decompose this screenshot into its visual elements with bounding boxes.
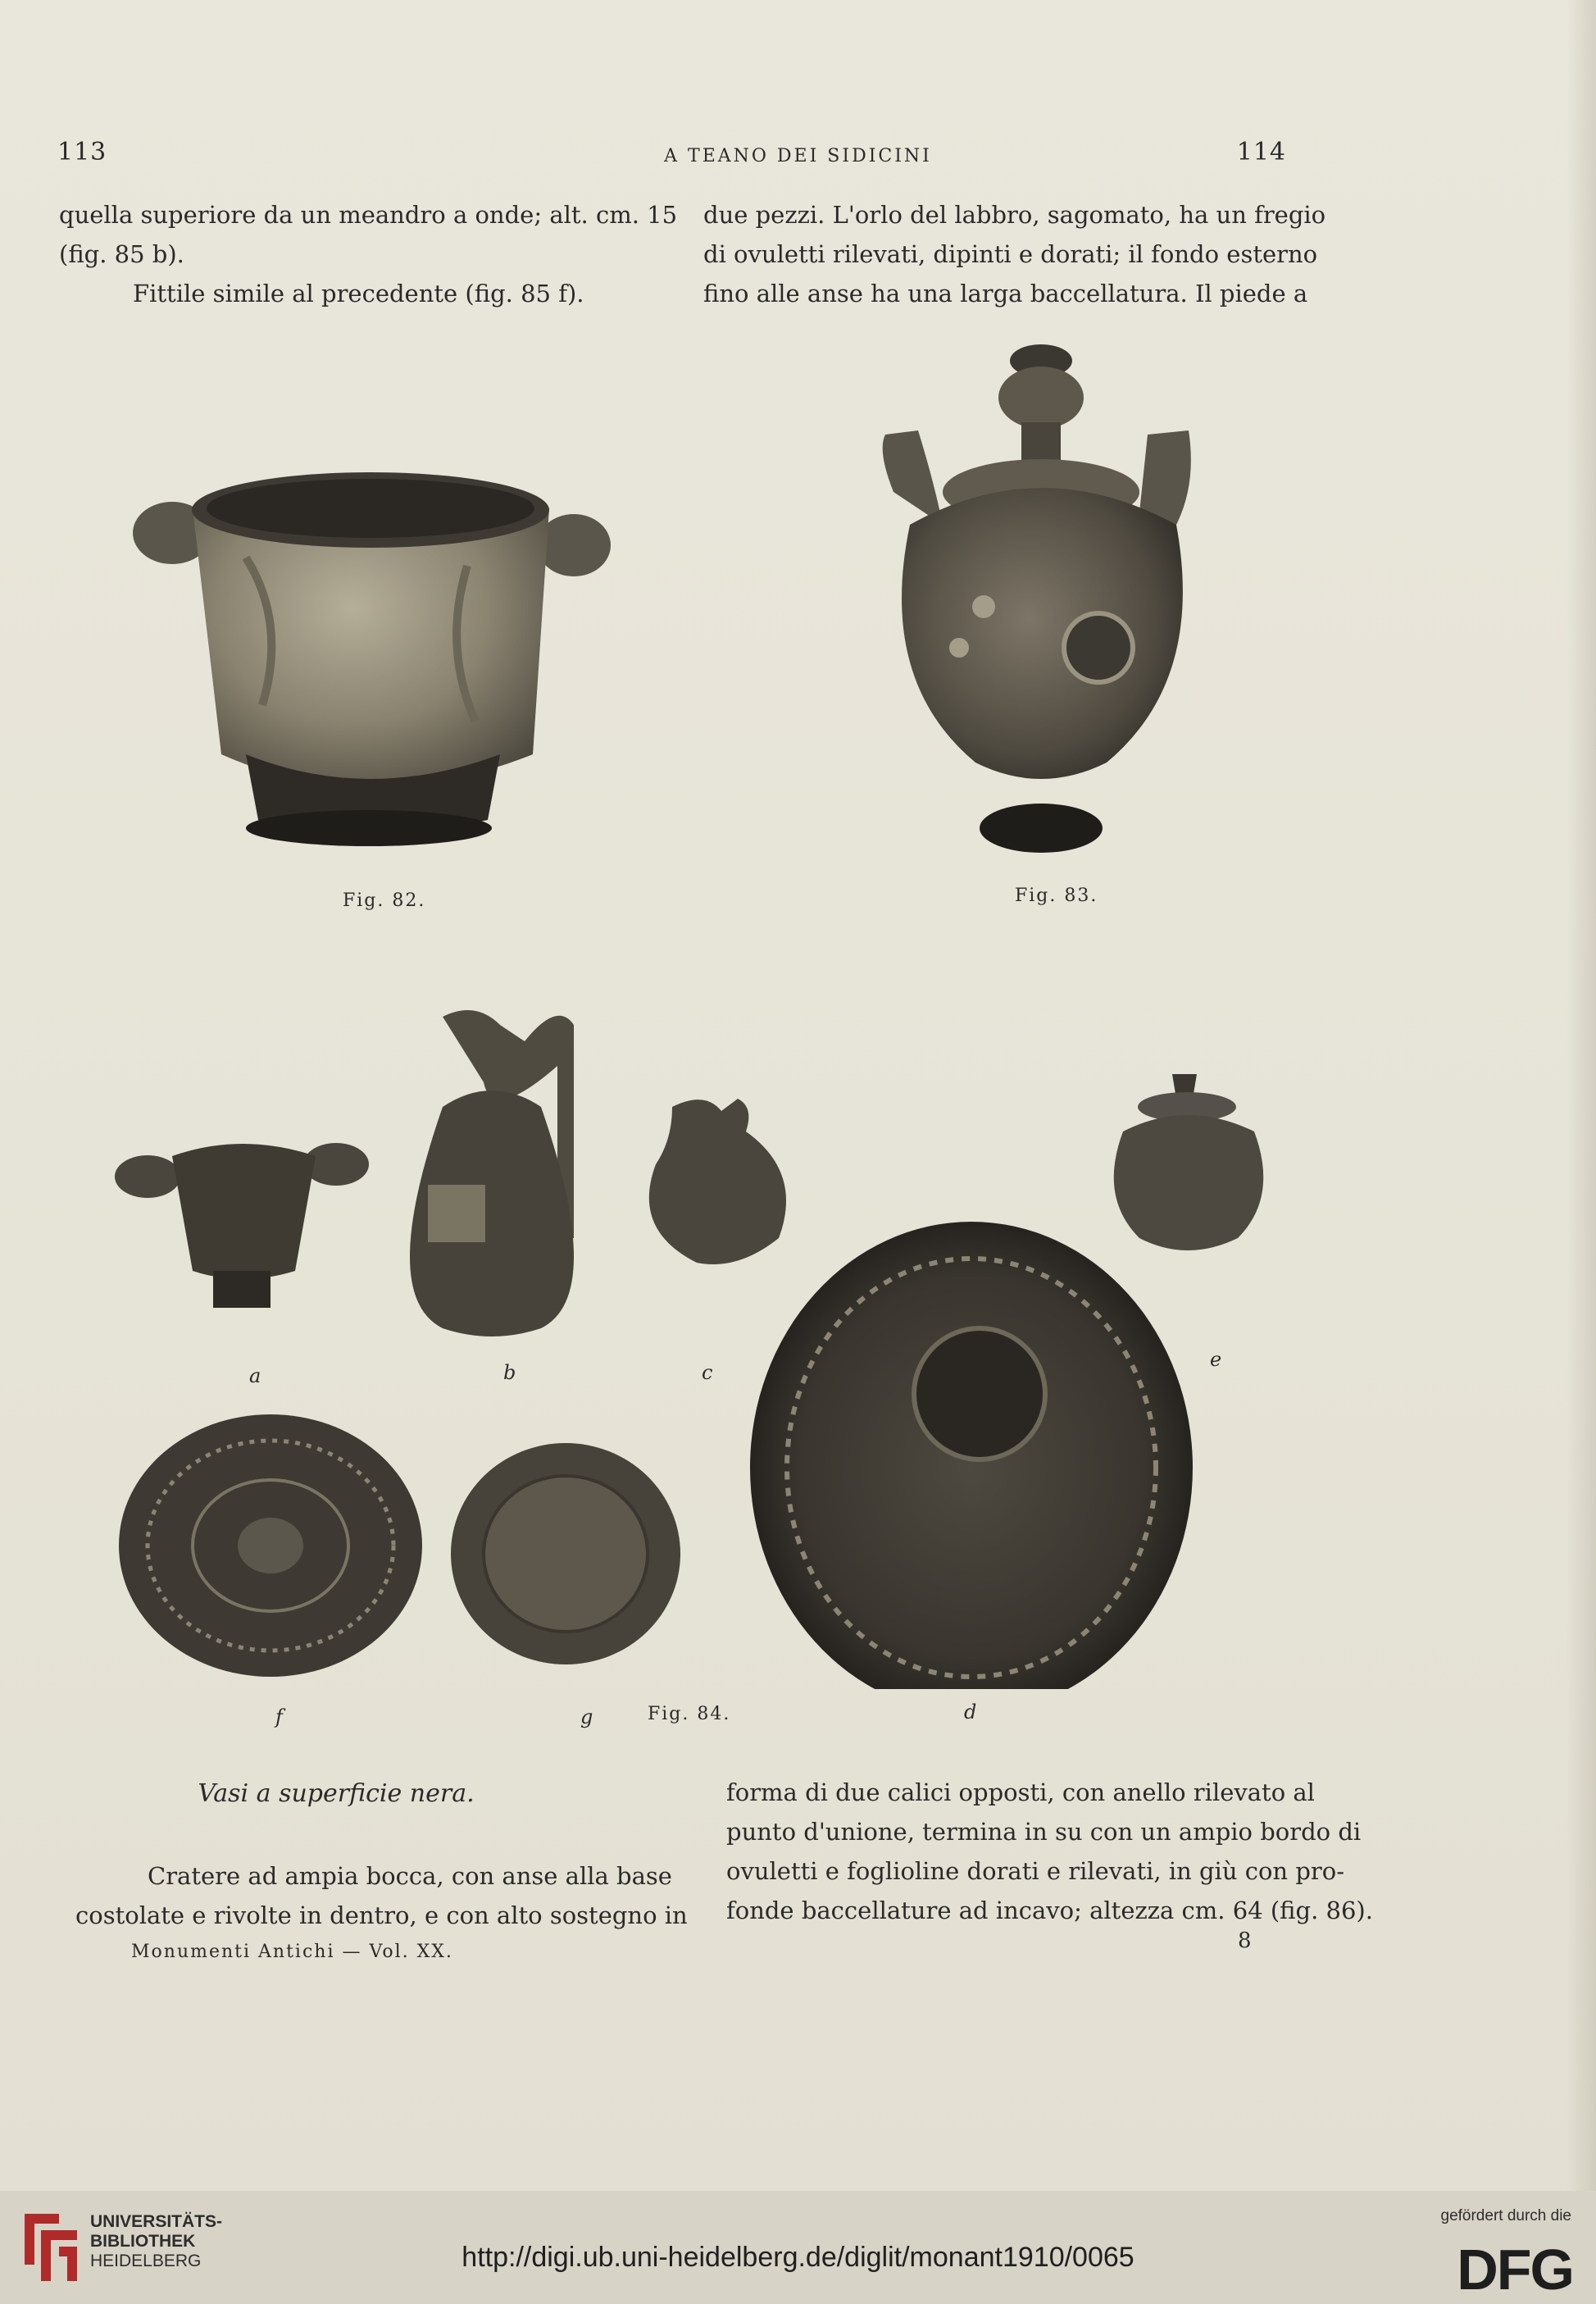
permalink-url[interactable]: http://digi.ub.uni-heidelberg.de/diglit/monant1910/0065 <box>462 2242 1134 2273</box>
fig84-label-a: a <box>249 1364 261 1387</box>
fig83-caption: Fig. 83. <box>1015 886 1098 906</box>
library-line-2: BIBLIOTHEK <box>90 2232 196 2251</box>
fig82-krater-photo <box>123 459 623 869</box>
bottom-right-paragraph <box>726 1773 1373 1930</box>
text-line: forma di due calici opposti, con anello rilevato al <box>726 1778 1315 1806</box>
text-line: ovuletti e foglioline dorati e rilevati, in giù con pro- <box>726 1857 1345 1885</box>
text-line: di ovuletti rilevati, dipinti e dorati; il fondo esterno <box>703 240 1318 268</box>
top-right-paragraph <box>703 195 1326 313</box>
funding-note: gefördert durch die <box>1440 2207 1571 2224</box>
text-line: fonde baccellature ad incavo; altezza cm. 64 (fig. 86). <box>726 1896 1373 1924</box>
running-title: A TEANO DEI SIDICINI <box>664 146 932 166</box>
fig84-label-c: c <box>702 1361 713 1384</box>
fig84-label-d: d <box>964 1701 977 1723</box>
signature-mark: 8 <box>1238 1928 1252 1953</box>
library-line-1: UNIVERSITÄTS- <box>90 2212 223 2231</box>
text-line: fino alle anse ha una larga baccellatura. Il piede a <box>703 280 1308 307</box>
fig84-caption: Fig. 84. <box>648 1704 731 1724</box>
text-line: quella superiore da un meandro a onde; alt. cm. 15 <box>59 201 678 229</box>
text-line: punto d'unione, termina in su con un ampio bordo di <box>726 1818 1362 1846</box>
fig84-label-f: f <box>275 1705 283 1728</box>
text-line: Cratere ad ampia bocca, con anse alla base <box>148 1862 672 1890</box>
library-line-3: HEIDELBERG <box>90 2252 202 2270</box>
fig84-label-g: g <box>580 1705 593 1728</box>
fig83-vase-photo <box>861 336 1221 877</box>
bottom-left-paragraph <box>75 1856 688 1935</box>
page-edge-shadow <box>1566 0 1596 2191</box>
fig84-label-b: b <box>503 1361 516 1384</box>
dfg-logo: DFG <box>1457 2238 1573 2302</box>
left-page-number: 113 <box>57 138 107 166</box>
text-line: costolate e rivolte in dentro, e con alto sostegno in <box>75 1901 688 1929</box>
fig82-caption: Fig. 82. <box>343 890 426 911</box>
top-left-paragraph <box>59 195 678 313</box>
section-title: Vasi a superficie nera. <box>198 1779 475 1808</box>
fig84-label-e: e <box>1210 1348 1222 1371</box>
text-line: due pezzi. L'orlo del labbro, sagomato, ha un fregio <box>703 201 1326 229</box>
right-page-number: 114 <box>1236 138 1286 166</box>
journal-footer: Monumenti Antichi — Vol. XX. <box>131 1942 453 1962</box>
text-line: Fittile simile al precedente (fig. 85 f). <box>133 280 584 307</box>
fig84-vessels-photo <box>98 968 1328 1689</box>
text-line: (fig. 85 b). <box>59 240 184 268</box>
